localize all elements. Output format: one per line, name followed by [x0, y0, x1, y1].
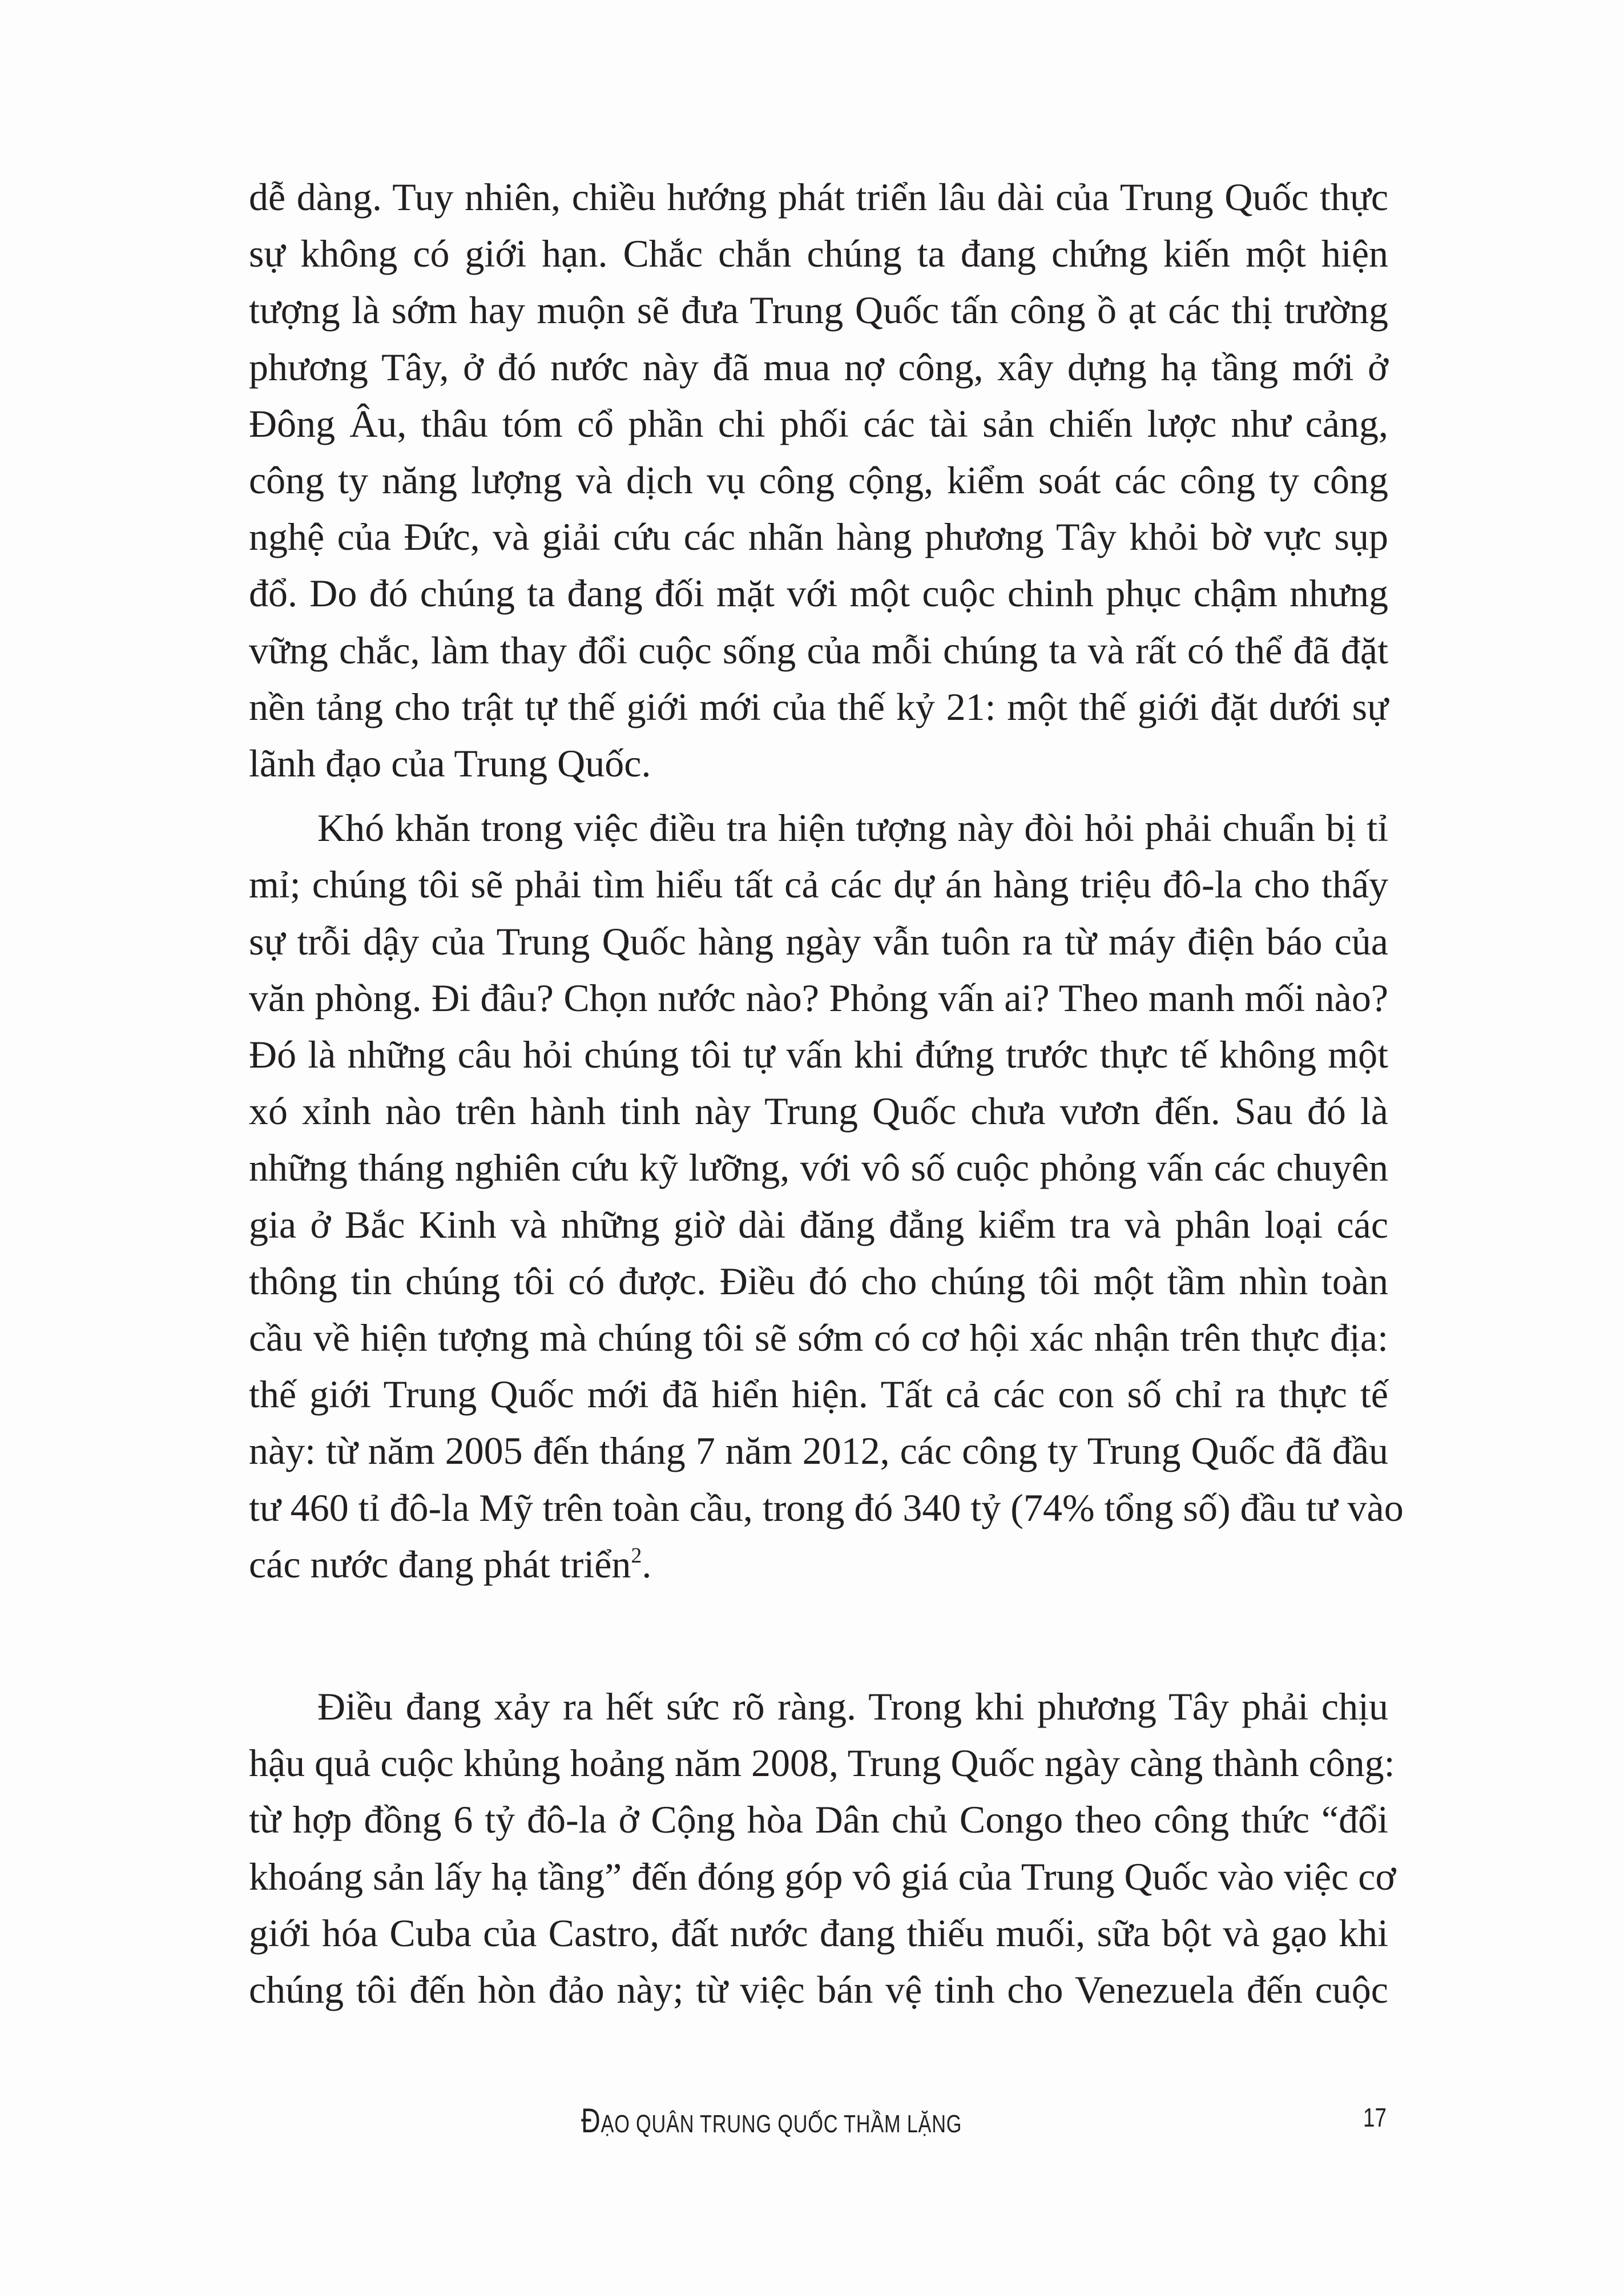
text-line: chúng tôi đến hòn đảo này; từ việc bán vệ tinh cho Venezuela đến cuộc	[249, 1968, 1388, 2012]
text-line: Điều đang xảy ra hết sức rõ ràng. Trong khi phương Tây phải chịu	[317, 1685, 1388, 1729]
text-line: dễ dàng. Tuy nhiên, chiều hướng phát triển lâu dài của Trung Quốc thực	[249, 175, 1388, 219]
page-number: 17	[1363, 2103, 1387, 2132]
text-line: Đó là những câu hỏi chúng tôi tự vấn khi đứng trước thực tế không một	[249, 1033, 1388, 1077]
text-line: Đông Âu, thâu tóm cổ phần chi phối các tài sản chiến lược như cảng,	[249, 401, 1388, 445]
text-line: cầu về hiện tượng mà chúng tôi sẽ sớm có cơ hội xác nhận trên thực địa:	[249, 1316, 1388, 1360]
text-line: văn phòng. Đi đâu? Chọn nước nào? Phỏng vấn ai? Theo manh mối nào?	[249, 976, 1388, 1020]
text-line: khoáng sản lấy hạ tầng” đến đóng góp vô giá của Trung Quốc vào việc cơ	[249, 1854, 1396, 1898]
running-title-text: ẠO QUÂN TRUNG QUỐC THẦM LẶNG	[601, 2110, 962, 2138]
page-footer	[0, 2101, 1624, 2147]
text-line: xó xỉnh nào trên hành tinh này Trung Quốc chưa vươn đến. Sau đó là	[249, 1089, 1388, 1133]
footnote-reference[interactable]: 2	[631, 1543, 642, 1568]
text-line: đổ. Do đó chúng ta đang đối mặt với một cuộc chinh phục chậm nhưng	[249, 571, 1388, 615]
text-line: từ hợp đồng 6 tỷ đô-la ở Cộng hòa Dân chủ Congo theo công thức “đổi	[249, 1798, 1388, 1842]
text-line: các nước đang phát triển	[249, 1542, 631, 1586]
text-line: sự không có giới hạn. Chắc chắn chúng ta đang chứng kiến một hiện	[249, 232, 1388, 276]
text-line: hậu quả cuộc khủng hoảng năm 2008, Trung Quốc ngày càng thành công:	[249, 1741, 1395, 1785]
text-line: thế giới Trung Quốc mới đã hiển hiện. Tất cả các con số chỉ ra thực tế	[249, 1372, 1388, 1416]
paragraph-1	[249, 169, 1388, 792]
paragraph-3	[249, 1678, 1396, 2018]
text-line: giới hóa Cuba của Castro, đất nước đang thiếu muối, sữa bột và gạo khi	[249, 1911, 1388, 1955]
text-line: những tháng nghiên cứu kỹ lưỡng, với vô số cuộc phỏng vấn các chuyên	[249, 1146, 1388, 1190]
text-line: tượng là sớm hay muộn sẽ đưa Trung Quốc tấn công ồ ạt các thị trường	[249, 288, 1388, 332]
text-line: công ty năng lượng và dịch vụ công cộng, kiểm soát các công ty công	[249, 458, 1388, 502]
text-line: gia ở Bắc Kinh và những giờ dài đăng đẳng kiểm tra và phân loại các	[249, 1202, 1388, 1246]
text-line: này: từ năm 2005 đến tháng 7 năm 2012, các công ty Trung Quốc đã đầu	[249, 1429, 1388, 1473]
text-line: phương Tây, ở đó nước này đã mua nợ công, xây dựng hạ tầng mới ở	[249, 345, 1388, 389]
running-title	[581, 2101, 962, 2140]
text-line: nghệ của Đức, và giải cứu các nhãn hàng phương Tây khỏi bờ vực sụp	[249, 515, 1388, 559]
text-line: sự trỗi dậy của Trung Quốc hàng ngày vẫn tuôn ra từ máy điện báo của	[249, 919, 1388, 963]
text-line: Khó khăn trong việc điều tra hiện tượng này đòi hỏi phải chuẩn bị tỉ	[317, 806, 1388, 850]
text-line: tư 460 tỉ đô-la Mỹ trên toàn cầu, trong đó 340 tỷ (74% tổng số) đầu tư vào	[249, 1485, 1404, 1529]
text-line: nền tảng cho trật tự thế giới mới của thế kỷ 21: một thế giới đặt dưới sự	[249, 685, 1388, 728]
running-title-initial: Đ	[581, 2101, 601, 2140]
text-line: vững chắc, làm thay đổi cuộc sống của mỗi chúng ta và rất có thể đã đặt	[249, 628, 1388, 672]
text-line: thông tin chúng tôi có được. Điều đó cho chúng tôi một tầm nhìn toàn	[249, 1259, 1388, 1303]
book-page-body	[249, 169, 1404, 2018]
paragraph-2	[249, 800, 1404, 1593]
text-line: mỉ; chúng tôi sẽ phải tìm hiểu tất cả các dự án hàng triệu đô-la cho thấy	[249, 863, 1388, 907]
text-line: lãnh đạo của Trung Quốc.	[249, 742, 651, 786]
end-punctuation: .	[642, 1542, 652, 1586]
text-line-with-footnote	[249, 1536, 1388, 1593]
